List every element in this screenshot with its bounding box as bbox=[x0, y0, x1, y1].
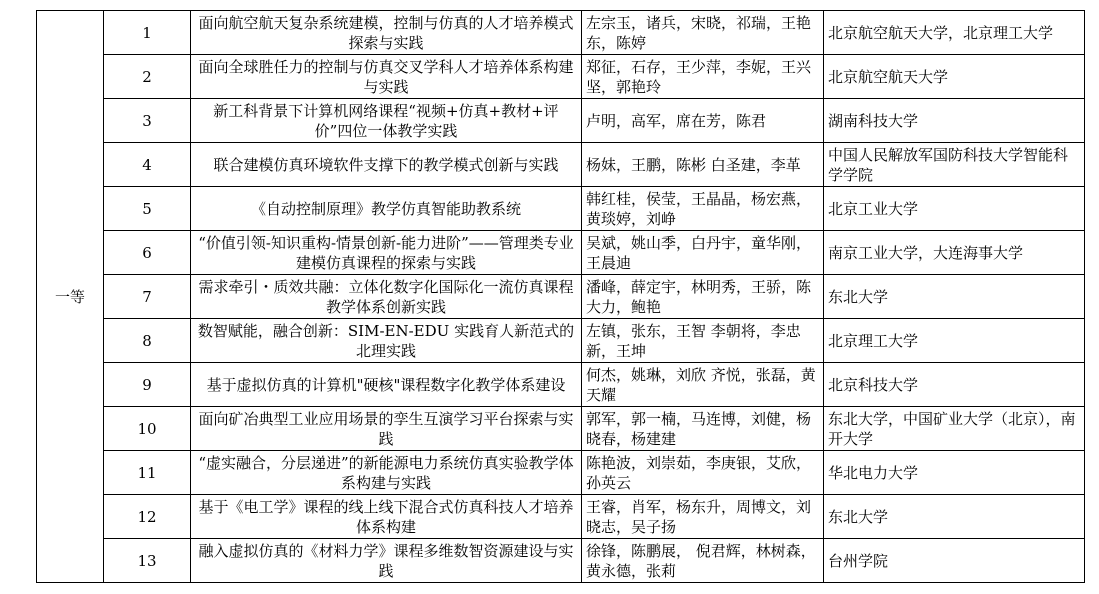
table-row bbox=[37, 407, 1085, 451]
team-members: 陈艳波，刘崇茹，李庚银，艾欣，孙英云 bbox=[582, 451, 824, 495]
institution: 北京航空航天大学，北京理工大学 bbox=[824, 11, 1085, 55]
institution: 北京科技大学 bbox=[824, 363, 1085, 407]
table-row bbox=[37, 143, 1085, 187]
team-members: 韩红桂，侯莹，王晶晶，杨宏燕，黄琰婷，刘峥 bbox=[582, 187, 824, 231]
institution: 东北大学 bbox=[824, 275, 1085, 319]
institution: 台州学院 bbox=[824, 539, 1085, 583]
table-row bbox=[37, 55, 1085, 99]
award-table bbox=[36, 10, 1085, 583]
team-members: 杨妹，王鹏，陈彬 白圣建，李革 bbox=[582, 143, 824, 187]
project-title: 面向全球胜任力的控制与仿真交叉学科人才培养体系构建与实践 bbox=[191, 55, 582, 99]
project-title: 联合建模仿真环境软件支撑下的教学模式创新与实践 bbox=[191, 143, 582, 187]
row-number: 7 bbox=[104, 275, 191, 319]
table-row bbox=[37, 539, 1085, 583]
row-number: 11 bbox=[104, 451, 191, 495]
row-number: 5 bbox=[104, 187, 191, 231]
project-title: 基于虚拟仿真的计算机"硬核"课程数字化教学体系建设 bbox=[191, 363, 582, 407]
team-members: 左宗玉，诸兵，宋晓，祁瑞，王艳东，陈婷 bbox=[582, 11, 824, 55]
team-members: 左镇，张东，王智 李朝将，李忠新，王坤 bbox=[582, 319, 824, 363]
table-row bbox=[37, 363, 1085, 407]
table-row bbox=[37, 275, 1085, 319]
table-row bbox=[37, 99, 1085, 143]
institution: 东北大学，中国矿业大学（北京），南开大学 bbox=[824, 407, 1085, 451]
institution: 北京航空航天大学 bbox=[824, 55, 1085, 99]
row-number: 12 bbox=[104, 495, 191, 539]
institution: 华北电力大学 bbox=[824, 451, 1085, 495]
project-title: 面向矿冶典型工业应用场景的孪生互演学习平台探索与实践 bbox=[191, 407, 582, 451]
award-level-cell: 一等 bbox=[37, 11, 104, 583]
team-members: 何杰，姚琳，刘欣 齐悦，张磊，黄天耀 bbox=[582, 363, 824, 407]
project-title: 《自动控制原理》教学仿真智能助教系统 bbox=[191, 187, 582, 231]
row-number: 2 bbox=[104, 55, 191, 99]
team-members: 潘峰，薛定宇，林明秀，王骄，陈大力，鲍艳 bbox=[582, 275, 824, 319]
project-title: 新工科背景下计算机网络课程“视频+仿真+教材+评价”四位一体教学实践 bbox=[191, 99, 582, 143]
table-row bbox=[37, 231, 1085, 275]
row-number: 1 bbox=[104, 11, 191, 55]
project-title: 数智赋能，融合创新：SIM-EN-EDU 实践育人新范式的北理实践 bbox=[191, 319, 582, 363]
project-title: 融入虚拟仿真的《材料力学》课程多维数智资源建设与实践 bbox=[191, 539, 582, 583]
row-number: 3 bbox=[104, 99, 191, 143]
row-number: 8 bbox=[104, 319, 191, 363]
institution: 湖南科技大学 bbox=[824, 99, 1085, 143]
institution: 北京理工大学 bbox=[824, 319, 1085, 363]
project-title: 面向航空航天复杂系统建模，控制与仿真的人才培养模式探索与实践 bbox=[191, 11, 582, 55]
row-number: 6 bbox=[104, 231, 191, 275]
project-title: 需求牵引・质效共融：立体化数字化国际化一流仿真课程教学体系创新实践 bbox=[191, 275, 582, 319]
team-members: 吴斌，姚山季，白丹宇，童华刚，王晨迪 bbox=[582, 231, 824, 275]
table-row bbox=[37, 451, 1085, 495]
team-members: 郑征，石存，王少萍，李妮，王兴坚，郭艳玲 bbox=[582, 55, 824, 99]
project-title: “价值引领-知识重构-情景创新-能力进阶”——管理类专业建模仿真课程的探索与实践 bbox=[191, 231, 582, 275]
table-row bbox=[37, 319, 1085, 363]
table-row bbox=[37, 495, 1085, 539]
team-members: 王睿，肖军，杨东升，周博文，刘晓志，吴子扬 bbox=[582, 495, 824, 539]
project-title: “虚实融合，分层递进”的新能源电力系统仿真实验教学体系构建与实践 bbox=[191, 451, 582, 495]
institution: 东北大学 bbox=[824, 495, 1085, 539]
institution: 北京工业大学 bbox=[824, 187, 1085, 231]
row-number: 4 bbox=[104, 143, 191, 187]
project-title: 基于《电工学》课程的线上线下混合式仿真科技人才培养体系构建 bbox=[191, 495, 582, 539]
institution: 中国人民解放军国防科技大学智能科学学院 bbox=[824, 143, 1085, 187]
row-number: 13 bbox=[104, 539, 191, 583]
team-members: 郭军，郭一楠，马连博，刘健，杨晓春，杨建建 bbox=[582, 407, 824, 451]
row-number: 10 bbox=[104, 407, 191, 451]
table-row bbox=[37, 187, 1085, 231]
table-row bbox=[37, 11, 1085, 55]
institution: 南京工业大学，大连海事大学 bbox=[824, 231, 1085, 275]
row-number: 9 bbox=[104, 363, 191, 407]
team-members: 徐锋，陈鹏展， 倪君辉，林树森， 黄永德，张莉 bbox=[582, 539, 824, 583]
team-members: 卢明，高军，席在芳，陈君 bbox=[582, 99, 824, 143]
